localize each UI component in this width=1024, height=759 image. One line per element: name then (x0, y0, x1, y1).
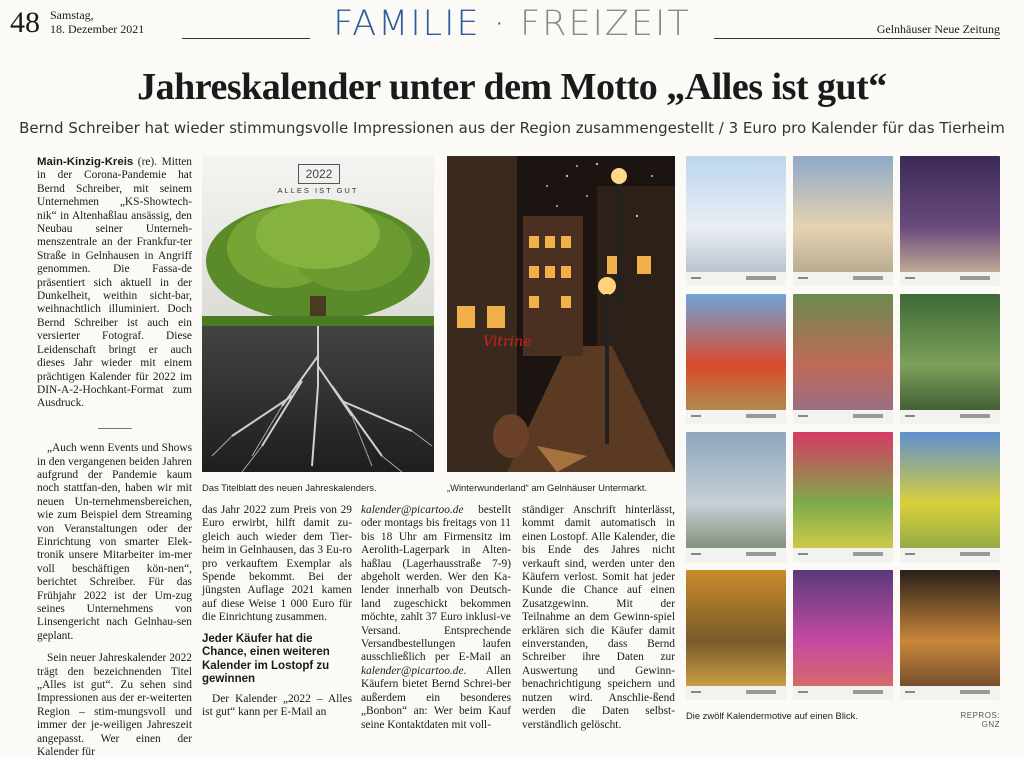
cover-photo (202, 156, 434, 472)
headline: Jahreskalender unter dem Motto „Alles ist gut“ (137, 66, 887, 108)
section-right: FREIZEIT (520, 4, 691, 44)
calendar-thumbnail-dezember-night-street (900, 570, 1000, 700)
text-column-1 (37, 156, 192, 759)
paragraph (361, 504, 511, 732)
email-link[interactable]: kalender@picartoo.de (361, 664, 464, 677)
cover-tree-image (202, 156, 434, 472)
paragraph-text: bestellt oder montags bis freitags von 11 bis 18 Uhr am Firmensitz im Aerolith-Lagerpark in Alten-haßlau (Lagerhausstraße 7-9) abgeholt werden. Wer den Ka-lender innerhalb von Deutsch-land zugeschickt bekommen möchte, zahlt 37 Euro inklusi-ve Versand. Entsprechende Versandbestellungen laufen ausschließlich per E-Mail an (361, 504, 511, 664)
cover-year: 2022 (298, 164, 340, 184)
calendar-thumbnail-grid (686, 156, 1000, 701)
weekday: Samstag, (50, 8, 94, 22)
paragraph-text: (re). Mitten in der Corona-Pandemie hat Bernd Schreiber, mit seinem Unternehmen „KS-Showtech-nik“ in Altenhaßlau ansässig, den Neubau seiner Unterneh-menszentrale an der Frankfur-ter Straße in Gelnhausen in Angriff genommen. Die Fassa-de präsentiert sich aktuell in der Dunkelheit, weithin sicht-bar, weihnachtlich illuminiert. Doch Bernd Schreiber ist auch ein versierter Fotograf. Diese Leidenschaft bringt er auch dieses Jahr wieder mit einem prächtigen Kalender für 2022 im DIN-A-2-Hochkant-Format zum Ausdruck. (37, 156, 192, 410)
paragraph: das Jahr 2022 zum Preis von 29 Euro erwirbt, hilft damit zu-gleich auch wieder dem Tier-heim in Gelnhausen, das 3 Eu-ro pro verkauftem Exemplar als Spende bekommt. Bei der jüngsten Auflage 2021 kamen auf diese Weise 1 000 Euro für die Einrichtung zusammen. (202, 504, 352, 624)
paragraph: „Auch wenn Events und Shows in den vergangenen beiden Jahren aufgrund der Pandemie kaum noch stattfan-den, haben wir mit neuen Un-ternehmensbereichen, wie zum Beispiel dem Streaming von Veranstaltungen oder der Einrichtung von smarter Elek-tronik unsere Mitarbeiter im-mer voll beschäftigen kön-nen“, berichtet Schreiber. Für das Frühjahr 2022 ist der Um-zug seines Unternehmens von Linsengericht nach Gelnhau-sen geplant. (37, 442, 192, 642)
newspaper-name: Gelnhäuser Neue Zeitung (876, 22, 1000, 36)
subheadline: Bernd Schreiber hat wieder stimmungsvolle Impressionen aus der Region zusammengestellt / 3 Euro pro Kalender für das Tierheim (19, 119, 1005, 137)
paragraph (37, 156, 192, 411)
cover-caption: Das Titelblatt des neuen Jahreskalenders. (202, 482, 377, 493)
page-date (50, 8, 144, 36)
calendar-thumbnail-oktober-autumn-trees (686, 570, 786, 700)
lead-location: Main-Kinzig-Kreis (37, 156, 134, 168)
text-column-2 (202, 504, 352, 719)
calendar-thumbnail-juli-landscape-clouds (686, 432, 786, 562)
date: 18. Dezember 2021 (50, 22, 145, 36)
paragraph: Der Kalender „2022 – Alles ist gut“ kann per E-Mail an (202, 692, 352, 719)
calendar-thumbnail-februar-winter-tree (793, 156, 893, 286)
section-left: FAMILIE (333, 4, 481, 44)
paragraph: ständiger Anschrift hinterlässt, kommt damit automatisch in einen Lostopf. Alle Kalender, die bis Ende des Jahres nicht verkauft sind, werden unter den Käufern verlost. Somit hat jeder Kunde die Chance auf einen Zusatzgewinn. Mit der Teilnahme an dem Gewinn-spiel erklären sich die Käufer damit einverstanden, dass Bernd Schreiber ihre Daten zur Auswertung und Gewinn-benachrichtigung speichern und nutzen wird. Anschlie-ßend werden die Daten selbst-verständlich gelöscht. (522, 504, 675, 731)
text-column-3 (361, 504, 511, 732)
header-rule-right (714, 38, 1000, 39)
paragraph-divider (37, 420, 192, 433)
winter-caption: „Winterwunderland“ am Gelnhäuser Untermarkt. (447, 482, 648, 493)
paragraph-text: . Allen Käufern bietet Bernd Schrei-ber außerdem ein besonderes „Bonbon“ an: Wer beim Kauf seine Kontaktdaten mit voll- (361, 664, 511, 731)
photo-credit: REPROS: GNZ (960, 711, 1000, 729)
page-number: 48 (10, 6, 40, 39)
email-link[interactable]: kalender@picartoo.de (361, 504, 464, 516)
shop-sign: Vitrine (483, 334, 532, 350)
subheading: Jeder Käufer hat die Chance, einen weiteren Kalender im Lostopf zu gewinnen (202, 632, 330, 686)
calendar-thumbnail-januar-snow-road (686, 156, 786, 286)
calendar-thumbnail-maerz-moon (900, 156, 1000, 286)
section-separator: · (493, 4, 507, 44)
winter-street-image (447, 156, 675, 472)
calendar-thumbnail-mai-town-aerial (793, 294, 893, 424)
paragraph: Sein neuer Jahreskalender 2022 trägt den bezeichnenden Titel „Alles ist gut“. Zu sehen sind Impressionen aus der er-weiterten Region – stim-mungsvoll und immer der je-weiligen Jahreszeit angepasst. Wer einen der Kalender für (37, 652, 192, 759)
calendar-thumbnail-september-rapeseed (900, 432, 1000, 562)
winter-photo (447, 156, 675, 472)
cover-title: ALLES IST GUT (277, 186, 359, 195)
calendar-thumbnail-april-poppies (686, 294, 786, 424)
calendar-thumbnail-november-purple-sunset (793, 570, 893, 700)
header-rule-left (182, 38, 310, 39)
text-column-4 (522, 504, 675, 732)
grid-caption: Die zwölf Kalendermotive auf einen Blick. (686, 710, 858, 721)
section-title (312, 2, 712, 46)
calendar-thumbnail-juni-forest-path (900, 294, 1000, 424)
calendar-thumbnail-august-tulips (793, 432, 893, 562)
